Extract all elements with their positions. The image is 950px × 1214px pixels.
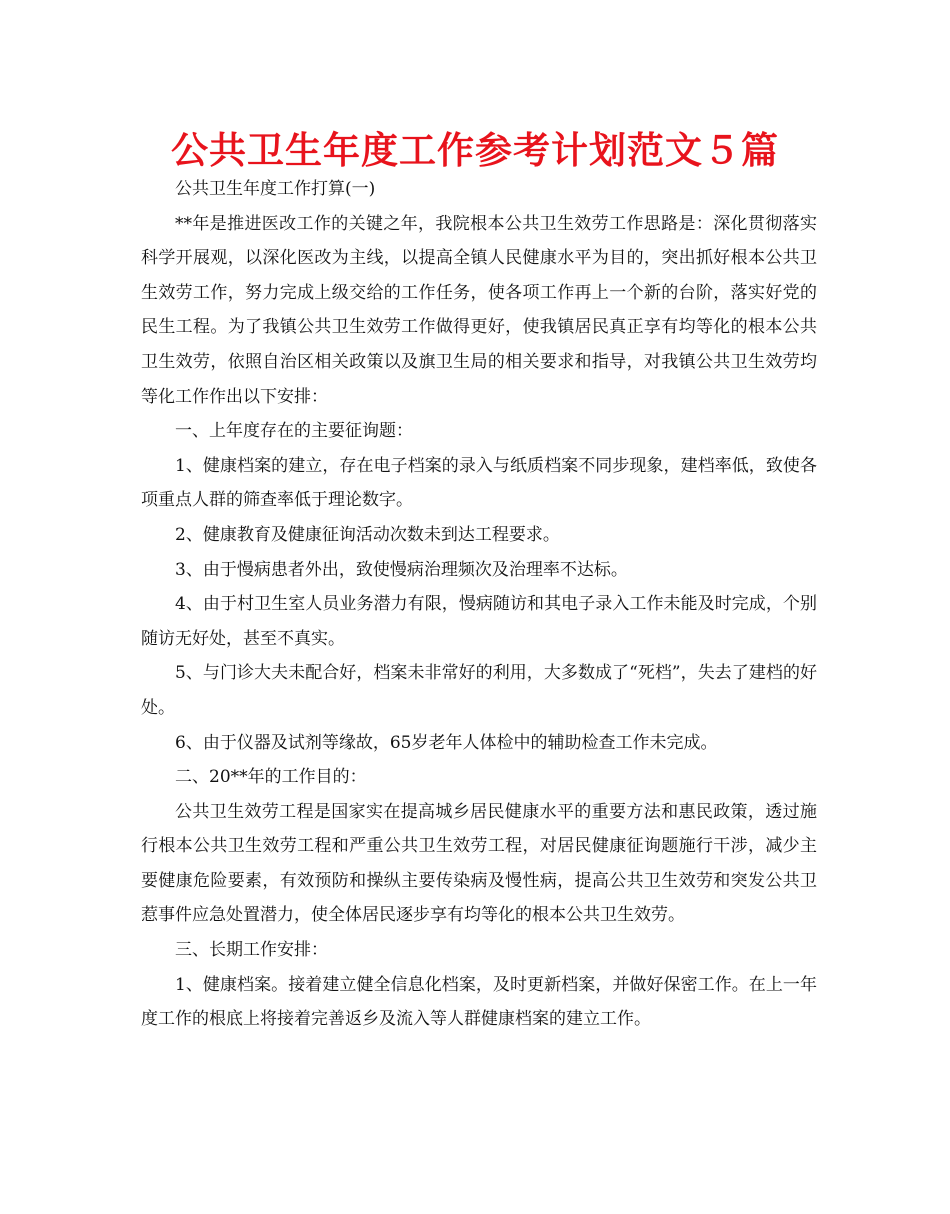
list-item: 1、健康档案的建立，存在电子档案的录入与纸质档案不同步现象，建档率低，致使各项重点人群的筛查率低于理论数字。 <box>141 455 817 511</box>
list-item: 4、由于村卫生室人员业务潜力有限，慢病随访和其电子录入工作未能及时完成，个别随访无好处，甚至不真实。 <box>141 594 817 649</box>
list-item: 1、健康档案。接着建立健全信息化档案，及时更新档案，并做好保密工作。在上一年度工作的根底上将接着完善返乡及流入等人群健康档案的建立工作。 <box>141 974 817 1030</box>
list-item: 5、与门诊大夫未配合好，档案未非常好的利用，大多数成了“死档”，失去了建档的好处。 <box>141 663 817 718</box>
paragraph: 公共卫生效劳工程是国家实在提高城乡居民健康水平的重要方法和惠民政策，透过施行根本公共卫生效劳工程和严重公共卫生效劳工程，对居民健康征询题施行干涉，减少主要健康危险要素，有效预防和操纵主要传染病及慢性病，提高公共卫生效劳和突发公共卫惹事件应急处置潜力，使全体居民逐步享有均等化的根本公共卫生效劳。 <box>141 801 817 926</box>
document-title: 公共卫生年度工作参考计划范文５篇 <box>171 129 779 172</box>
document-body <box>141 172 817 1037</box>
section-heading: 公共卫生年度工作打算(一) <box>175 179 376 199</box>
list-item: 2、健康教育及健康征询活动次数未到达工程要求。 <box>175 524 560 545</box>
section-heading: 一、上年度存在的主要征询题： <box>175 421 413 442</box>
section-heading: 二、20**年的工作目的： <box>175 767 367 788</box>
section-heading: 三、长期工作安排： <box>175 940 328 961</box>
paragraph: **年是推进医改工作的关键之年，我院根本公共卫生效劳工作思路是：深化贯彻落实科学开展观，以深化医改为主线，以提高全镇人民健康水平为目的，突出抓好根本公共卫生效劳工作，努力完成上级交给的工作任务，使各项工作再上一个新的台阶，落实好党的民生工程。为了我镇公共卫生效劳工作做得更好，使我镇居民真正享有均等化的根本公共卫生效劳，依照自治区相关政策以及旗卫生局的相关要求和指导，对我镇公共卫生效劳均等化工作作出以下安排： <box>141 213 817 407</box>
list-item: 6、由于仪器及试剂等缘故，65岁老年人体检中的辅助检查工作未完成。 <box>175 732 718 753</box>
list-item: 3、由于慢病患者外出，致使慢病治理频次及治理率不达标。 <box>175 559 628 580</box>
